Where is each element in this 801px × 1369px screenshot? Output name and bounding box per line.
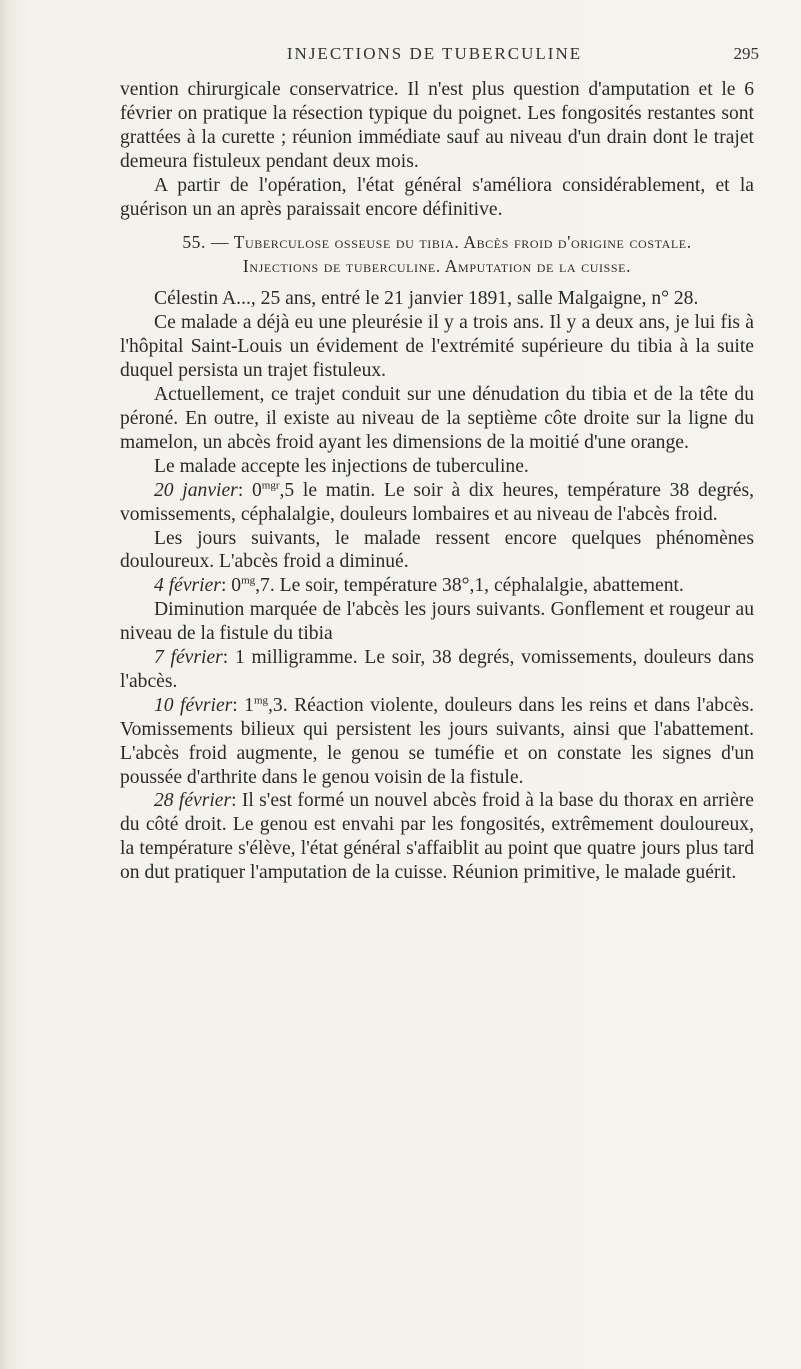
- case-heading-line-2: Injections de tuberculine. Amputation de la cuisse.: [242, 256, 632, 277]
- case-paragraph: Diminution marquée de l'abcès les jours suivants. Gonflement et rougeur au niveau de la fistule du tibia: [120, 599, 754, 645]
- entry-dose-decimal: ,3.: [268, 694, 288, 716]
- continuation-paragraph: A partir de l'opération, l'état général s'améliora considérablement, et la guérison un an après paraissait encore définitive.: [120, 174, 754, 220]
- dose-unit: mgr: [261, 479, 280, 492]
- dated-entry: [120, 789, 754, 885]
- case-paragraph: Ce malade a déjà eu une pleurésie il y a trois ans. Il y a deux ans, je lui fis à l'hôpital Saint-Louis un évidement de l'extrémité supérieure du tibia à la suite duquel persista un trajet fistuleux.: [120, 312, 754, 382]
- case-heading-line-1: 55. — Tuberculose osseuse du tibia. Abcès froid d'origine costale.: [182, 232, 692, 253]
- entry-text: Réaction violente, douleurs dans les reins et dans l'abcès. Vomissements bilieux qui persistent les jours suivants, ainsi que l'abattement. L'abcès froid augmente, le genou se tuméfie et on constate les signes d'un poussée d'arthrite dans le genou voisin de la fistule.: [120, 694, 754, 788]
- continuation-paragraph: vention chirurgicale conservatrice. Il n'est plus question d'amputation et le 6 février on pratique la résection typique du poignet. Les fongosités restantes sont grattées à la curette ; réunion immédiate sauf au niveau d'un drain dont le trajet demeura fistuleux pendant deux mois.: [120, 79, 754, 172]
- entry-text: : 1 milligramme. Le soir, 38 degrés, vomissements, douleurs dans l'abcès.: [120, 647, 754, 692]
- dose-unit: mg: [253, 694, 269, 707]
- entry-dose-decimal: ,7.: [255, 575, 275, 597]
- entry-dose: : 1: [232, 694, 254, 716]
- case-paragraph: Célestin A..., 25 ans, entré le 21 janvier 1891, salle Malgaigne, n° 28.: [154, 288, 699, 310]
- entry-date: 10 février: [154, 694, 233, 716]
- case-paragraph: Le malade accepte les injections de tuberculine.: [154, 455, 529, 477]
- entry-date: 28 février: [154, 790, 232, 812]
- case-paragraph: Actuellement, ce trajet conduit sur une dénudation du tibia et de la tête du péroné. En outre, il existe au niveau de la septième côte droite sur la ligne du mamelon, un abcès froid ayant les dimensions de la moitié d'une orange.: [120, 384, 754, 453]
- dated-entry: [120, 574, 754, 598]
- dated-entry: [120, 694, 754, 790]
- entry-date: 7 février: [154, 647, 223, 669]
- dose-unit: mg: [241, 574, 256, 587]
- entry-date: 20 janvier: [154, 479, 238, 501]
- entry-dose: : 0: [237, 479, 262, 501]
- entry-date: 4 février: [154, 575, 221, 597]
- dated-entry: [120, 646, 754, 694]
- entry-dose-decimal: ,5: [279, 479, 295, 501]
- entry-dose: : 0: [220, 575, 242, 597]
- page-header: [110, 44, 759, 70]
- case-paragraph: Les jours suivants, le malade ressent encore quelques phénomènes douloureux. L'abcès froid a diminué.: [120, 527, 754, 573]
- entry-text: : Il s'est formé un nouvel abcès froid à la base du thorax en arrière du côté droit. Le genou est envahi par les fongosités, extrêmement douloureux, la température s'élève, l'état général s'affaiblit au point que quatre jours plus tard on dut pratiquer l'amputation de la cuisse. Réunion primitive, le malade guérit.: [120, 790, 754, 884]
- entry-text: Le soir, température 38°,1, céphalalgie, abattement.: [274, 575, 684, 597]
- entry-text: le matin. Le soir à dix heures, température 38 degrés, vomissements, céphalalgie, douleurs lombaires et au niveau de l'abcès froid.: [120, 479, 754, 525]
- body-text: [120, 78, 754, 885]
- page-number: 295: [733, 44, 759, 63]
- case-heading: [120, 230, 754, 278]
- dated-entry: [120, 479, 754, 527]
- running-title: INJECTIONS DE TUBERCULINE: [286, 44, 583, 63]
